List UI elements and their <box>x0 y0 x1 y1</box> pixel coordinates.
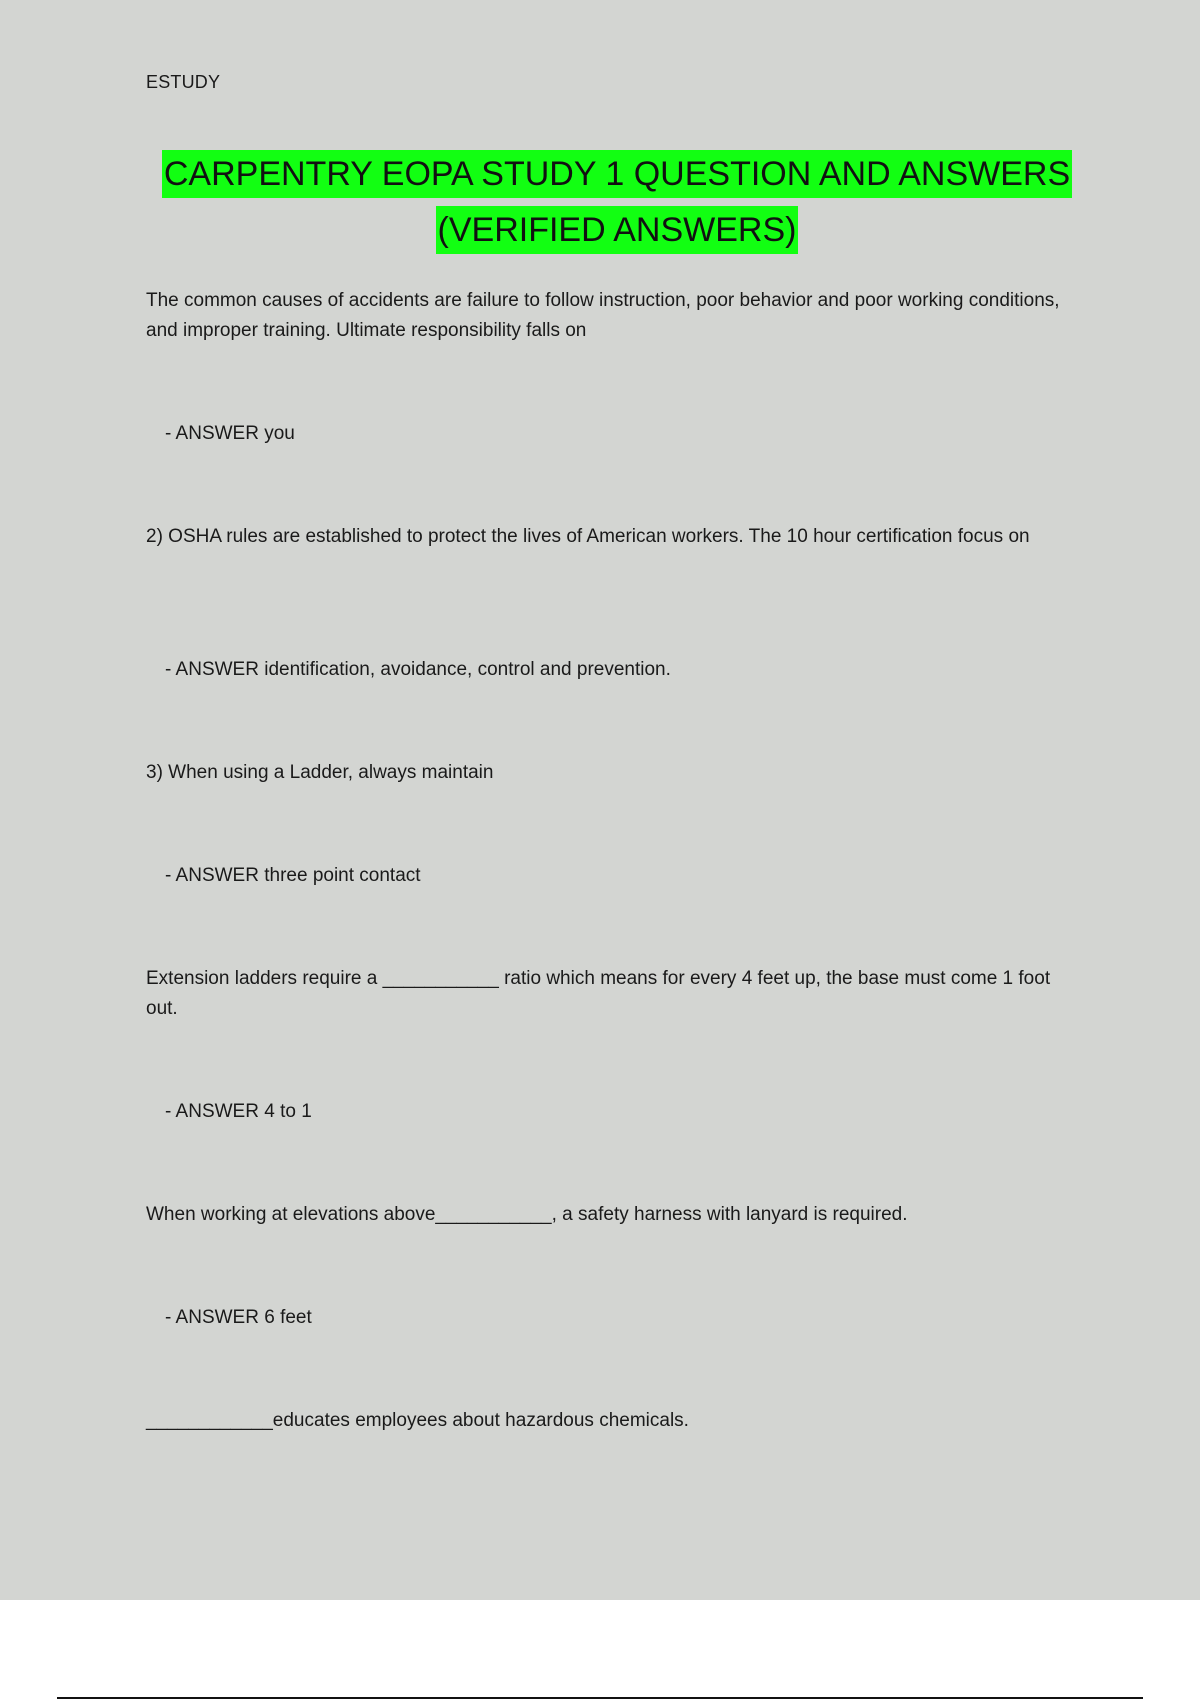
title-line-2: (VERIFIED ANSWERS) <box>436 206 799 254</box>
footer-divider <box>57 1697 1143 1699</box>
answer-5: - ANSWER 6 feet <box>165 1307 312 1328</box>
answer-2: - ANSWER identification, avoidance, control and prevention. <box>165 659 671 680</box>
question-4: Extension ladders require a ___________ ratio which means for every 4 feet up, the base must come 1 foot out. <box>146 968 1051 1019</box>
document-header-label: ESTUDY <box>146 72 221 92</box>
question-2: 2) OSHA rules are established to protect the lives of American workers. The 10 hour certification focus on <box>146 526 1030 547</box>
question-5: When working at elevations above___________, a safety harness with lanyard is required. <box>146 1204 908 1225</box>
answer-3: - ANSWER three point contact <box>165 865 421 886</box>
question-1: The common causes of accidents are failure to follow instruction, poor behavior and poor working conditions, and improper training. Ultimate responsibility falls on <box>146 290 1060 341</box>
document-title <box>0 150 1200 262</box>
title-line-1: CARPENTRY EOPA STUDY 1 QUESTION AND ANSWERS <box>162 150 1072 198</box>
question-6: ____________educates employees about hazardous chemicals. <box>146 1410 689 1431</box>
answer-4: - ANSWER 4 to 1 <box>165 1101 312 1122</box>
answer-1: - ANSWER you <box>165 423 295 444</box>
question-3: 3) When using a Ladder, always maintain <box>146 762 494 783</box>
